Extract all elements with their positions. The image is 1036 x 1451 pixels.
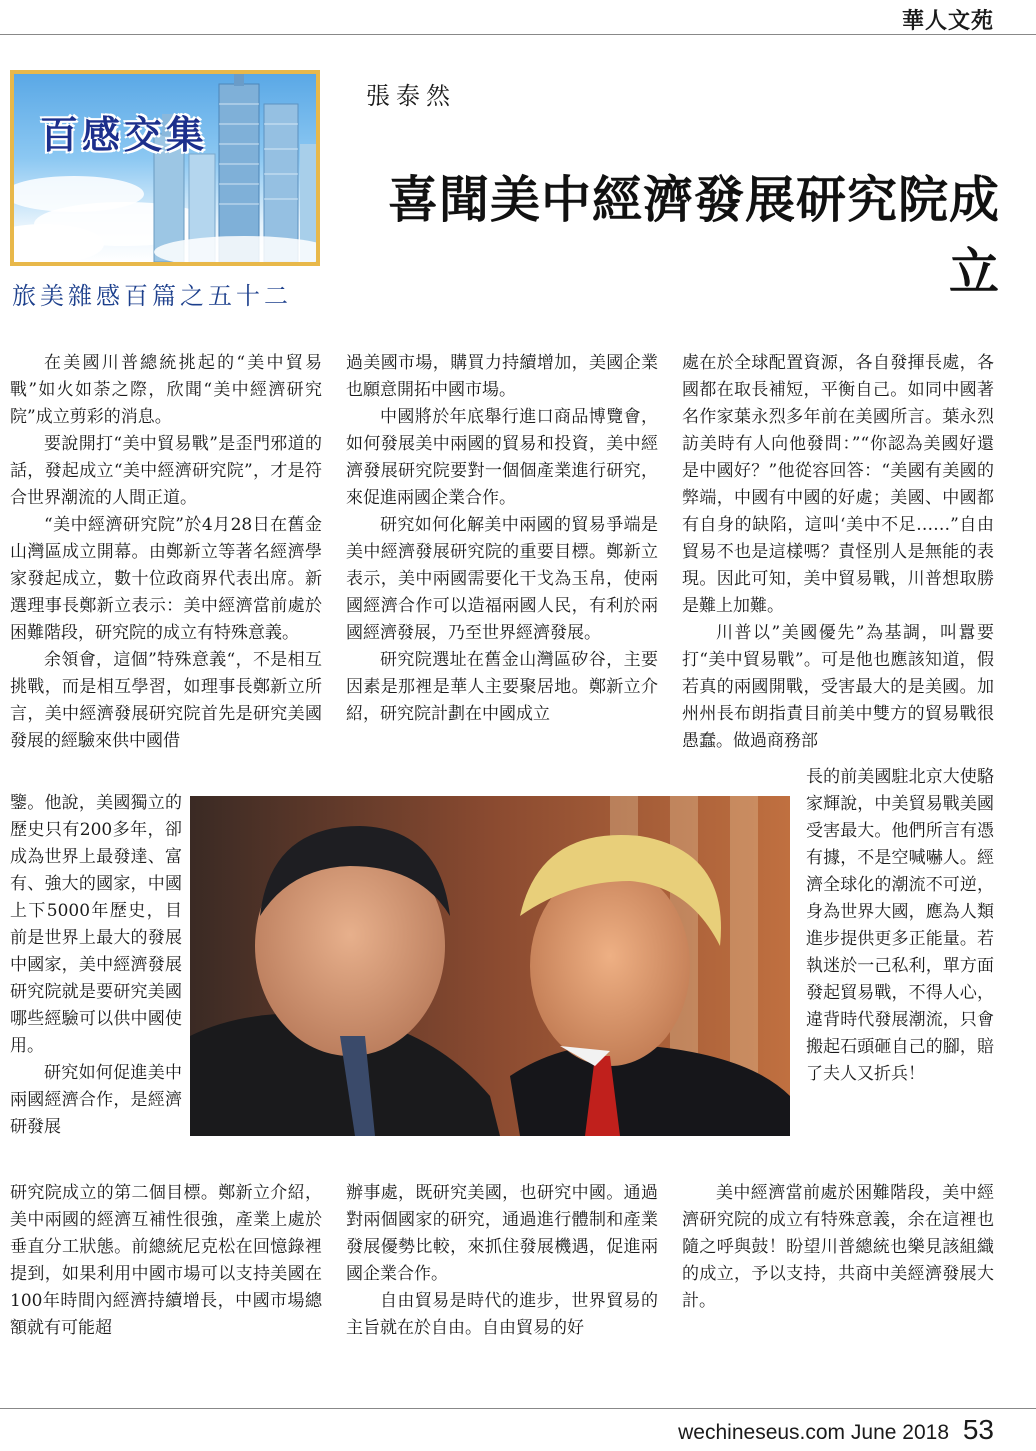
column-2-top — [346, 350, 658, 764]
column-3-bottom — [682, 1180, 994, 1350]
footer-date: June 2018 — [850, 1421, 949, 1444]
paragraph: 美中經濟當前處於困難階段，美中經濟研究院的成立有特殊意義，余在這裡也隨之呼與鼓！盼望川普總統也樂見該組織的成立，予以支持，共商中美經濟發展大計。 — [682, 1183, 994, 1311]
paragraph: 長的前美國駐北京大使駱家輝說，中美貿易戰美國受害最大。他們所言有憑有據，不是空喊嚇人。經濟全球化的潮流不可逆，身為世界大國，應為人類進步提供更多正能量。若執迷於一己私利，單方面發起貿易戰，不得人心，違背時代發展潮流，只會搬起石頭砸自己的腳，賠了夫人又折兵！ — [806, 767, 994, 1084]
page-footer — [678, 1414, 994, 1446]
paragraph: 研究院選址在舊金山灣區矽谷，主要因素是那裡是華人主要聚居地。鄭新立介紹，研究院計劃在中國成立 — [346, 650, 658, 724]
paragraph: 要說開打“美中貿易戰”是歪門邪道的話，發起成立“美中經濟研究院”，才是符合世界潮流的人間正道。 — [10, 434, 322, 508]
skyline-illustration — [14, 74, 316, 262]
paragraph: 自由貿易是時代的進步，世界貿易的主旨就在於自由。自由貿易的好 — [346, 1291, 658, 1338]
paragraph: “美中經濟研究院”於4月28日在舊金山灣區成立開幕。由鄭新立等著名經濟學家發起成立，數十位政商界代表出席。新選理事長鄭新立表示：美中經濟當前處於困難階段，研究院的成立有特殊意義。 — [10, 515, 322, 643]
author-name: 張泰然 — [366, 82, 456, 110]
paragraph: 研究院成立的第二個目標。鄭新立介紹，美中兩國的經濟互補性很強，產業上處於垂直分工狀態。前總統尼克松在回憶錄裡提到，如果利用中國市場可以支持美國在100年時間內經濟持續增長，中國市場總額就有可能超 — [10, 1183, 322, 1338]
bottom-rule — [0, 1408, 1036, 1409]
column-2-bottom — [346, 1180, 658, 1350]
paragraph: 中國將於年底舉行進口商品博覽會，如何發展美中兩國的貿易和投資，美中經濟發展研究院要對一個個產業進行研究，來促進兩國企業合作。 — [346, 407, 658, 508]
paragraph: 研究如何促進美中兩國經濟合作，是經濟研發展 — [10, 1063, 182, 1137]
paragraph: 過美國市場，購買力持續增加，美國企業也願意開拓中國市場。 — [346, 353, 658, 400]
paragraph: 在美國川普總統挑起的“美中貿易戰”如火如荼之際，欣聞“美中經濟研究院”成立剪彩的消息。 — [10, 353, 322, 427]
photo-illustration — [190, 796, 790, 1136]
paragraph: 川普以”美國優先”為基調，叫囂要打“美中貿易戰”。可是他也應該知道，假若真的兩國開戰，受害最大的是美國。加州州長布朗指責目前美中雙方的貿易戰很愚蠢。做過商務部 — [682, 623, 994, 751]
column-1-wrap — [10, 790, 182, 1178]
paragraph: 鑒。他說，美國獨立的歷史只有200多年，卻成為世界上最發達、富有、強大的國家，中國上下5000年歷史，目前是世界上最大的發展中國家，美中經濟發展研究院就是要研究美國哪些經驗可以供中國使用。 — [10, 793, 182, 1056]
column-3-top — [682, 350, 994, 762]
top-rule — [0, 34, 1036, 35]
paragraph: 余領會，這個”特殊意義“，不是相互挑戰，而是相互學習，如理事長鄭新立所言，美中經濟發展研究院首先是研究美國發展的經驗來供中國借 — [10, 650, 322, 751]
page-number: 53 — [962, 1414, 994, 1445]
column-3-wrap — [806, 764, 994, 1174]
section-name: 華人文苑 — [901, 8, 994, 34]
column-logo-title: 百感交集 — [40, 112, 209, 157]
series-subtitle: 旅美雜感百篇之五十二 — [12, 282, 292, 310]
column-1-bottom — [10, 1180, 322, 1350]
footer-site: wechineseus.com — [678, 1421, 846, 1444]
column-1-top — [10, 350, 322, 790]
paragraph: 辦事處，既研究美國，也研究中國。通過對兩個國家的研究，通過進行體制和產業發展優勢比較，來抓住發展機遇，促進兩國企業合作。 — [346, 1183, 658, 1284]
headline: 喜聞美中經濟發展研究院成立 — [388, 171, 1000, 301]
paragraph: 處在於全球配置資源，各自發揮長處，各國都在取長補短，平衡自己。如同中國著名作家葉永烈多年前在美國所言。葉永烈訪美時有人向他發問：”“你認為美國好還是中國好？”他從容回答：“美國有美國的弊端，中國有中國的好處；美國、中國都有自身的缺陷，這叫‘美中不足……”自由貿易不也是這樣嗎？責怪別人是無能的表現。因此可知，美中貿易戰，川普想取勝是難上加難。 — [682, 353, 994, 616]
article-photo — [190, 796, 790, 1136]
paragraph: 研究如何化解美中兩國的貿易爭端是美中經濟發展研究院的重要目標。鄭新立表示，美中兩國需要化干戈為玉帛，使兩國經濟合作可以造福兩國人民，有利於兩國經濟發展，乃至世界經濟發展。 — [346, 515, 658, 643]
column-logo — [10, 70, 320, 266]
